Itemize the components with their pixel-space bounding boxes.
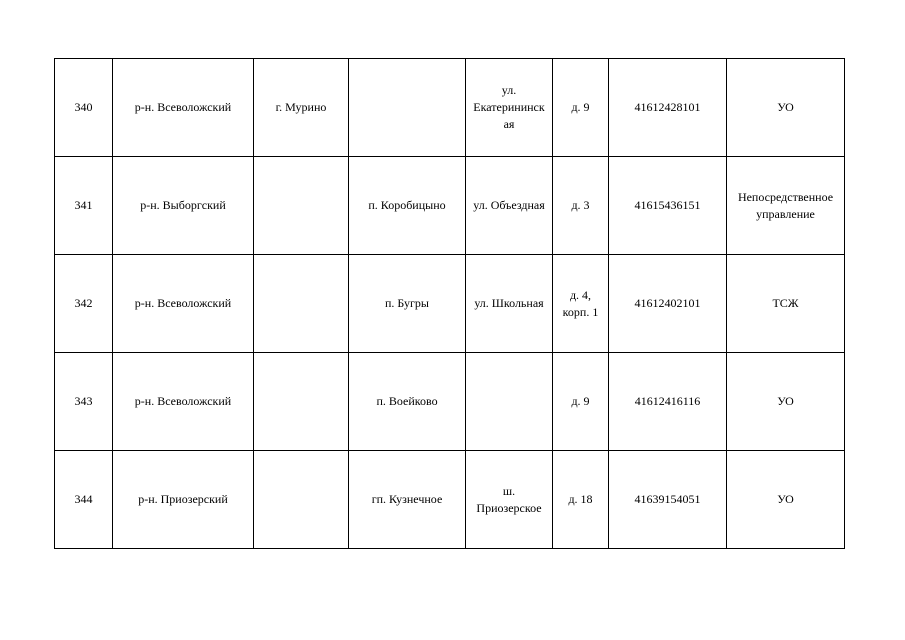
district-cell: р-н. Приозерский <box>113 451 254 549</box>
district-cell: р-н. Всеволожский <box>113 255 254 353</box>
row-number-cell: 341 <box>55 157 113 255</box>
district-cell: р-н. Выборгский <box>113 157 254 255</box>
settlement-cell: п. Воейково <box>349 353 466 451</box>
housing-registry-table <box>54 58 845 549</box>
table-row <box>55 353 845 451</box>
row-number-cell: 342 <box>55 255 113 353</box>
city-cell <box>254 255 349 353</box>
district-cell: р-н. Всеволожский <box>113 353 254 451</box>
city-cell <box>254 157 349 255</box>
code-cell: 41612416116 <box>609 353 727 451</box>
row-number-cell: 344 <box>55 451 113 549</box>
house-cell: д. 9 <box>553 59 609 157</box>
management-cell: УО <box>727 59 845 157</box>
street-cell <box>466 353 553 451</box>
city-cell <box>254 451 349 549</box>
management-cell: Непосредственное управление <box>727 157 845 255</box>
city-cell: г. Мурино <box>254 59 349 157</box>
code-cell: 41615436151 <box>609 157 727 255</box>
house-cell: д. 18 <box>553 451 609 549</box>
table-row <box>55 59 845 157</box>
table-row <box>55 255 845 353</box>
house-cell: д. 3 <box>553 157 609 255</box>
street-cell: ш. Приозерское <box>466 451 553 549</box>
street-cell: ул. Екатерининск ая <box>466 59 553 157</box>
management-cell: УО <box>727 353 845 451</box>
city-cell <box>254 353 349 451</box>
management-cell: УО <box>727 451 845 549</box>
district-cell: р-н. Всеволожский <box>113 59 254 157</box>
settlement-cell: гп. Кузнечное <box>349 451 466 549</box>
house-cell: д. 9 <box>553 353 609 451</box>
code-cell: 41639154051 <box>609 451 727 549</box>
management-cell: ТСЖ <box>727 255 845 353</box>
code-cell: 41612428101 <box>609 59 727 157</box>
settlement-cell <box>349 59 466 157</box>
row-number-cell: 340 <box>55 59 113 157</box>
table-row <box>55 157 845 255</box>
house-cell: д. 4, корп. 1 <box>553 255 609 353</box>
row-number-cell: 343 <box>55 353 113 451</box>
street-cell: ул. Школьная <box>466 255 553 353</box>
settlement-cell: п. Бугры <box>349 255 466 353</box>
code-cell: 41612402101 <box>609 255 727 353</box>
street-cell: ул. Объездная <box>466 157 553 255</box>
settlement-cell: п. Коробицыно <box>349 157 466 255</box>
table-row <box>55 451 845 549</box>
